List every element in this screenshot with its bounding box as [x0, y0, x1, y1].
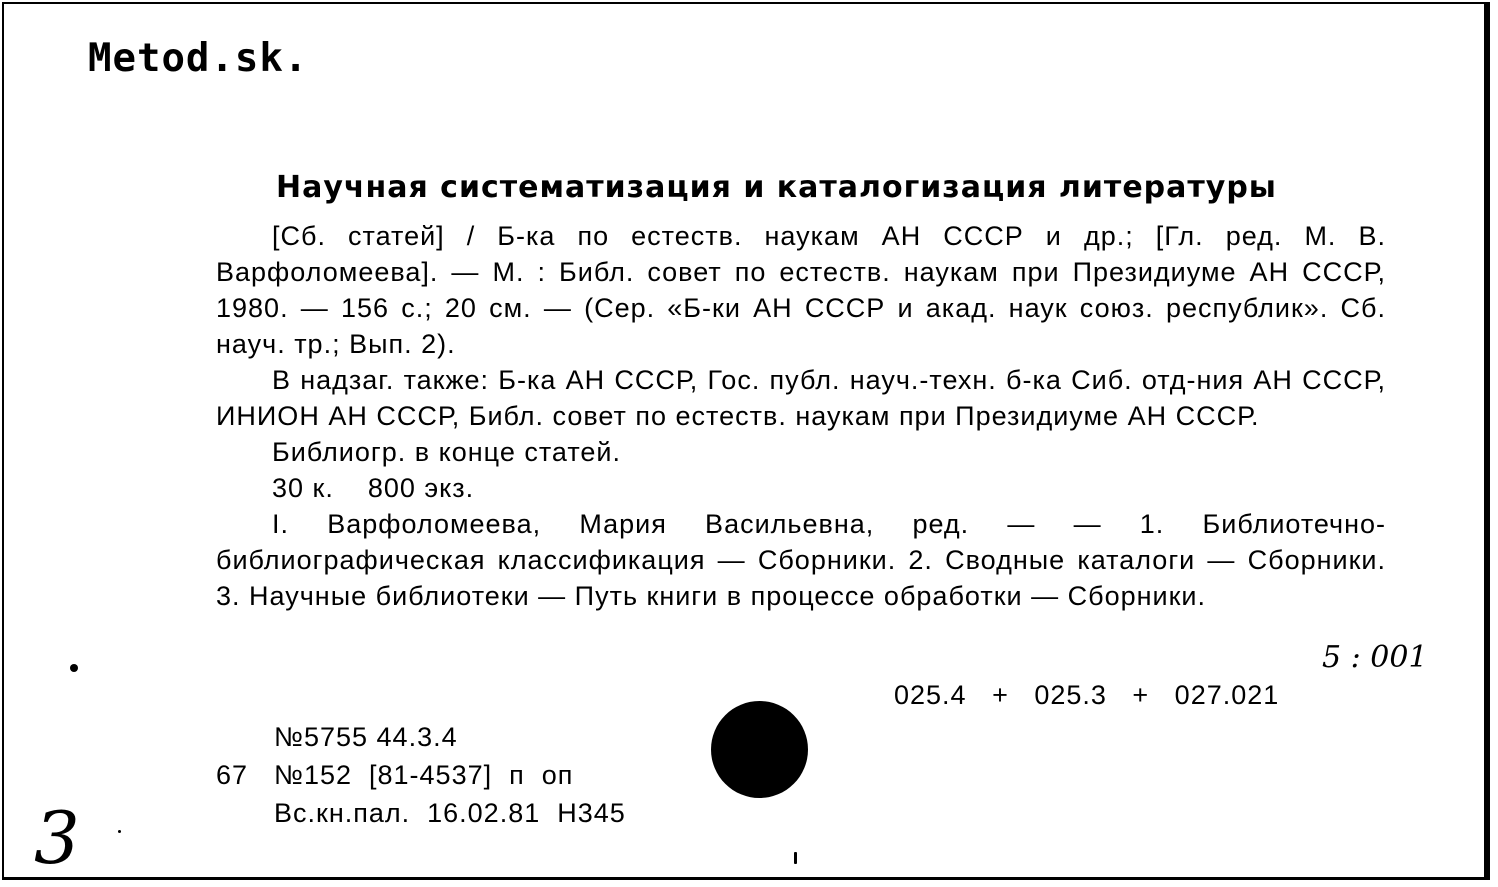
library-stamp: Metod.sk.	[88, 36, 309, 81]
publication-details: [Сб. статей] / Б-ка по естеств. наукам АН СССР и др.; [Гл. ред. М. В. Варфоломеева]. — М. : Библ. совет по естеств. наукам при Президиуме АН СССР, 1980. — 156 с.; 20 см. — (Сер. «Б-ки АН СССР и акад. наук союз. республик». Сб. науч. тр.; Вып. 2).	[216, 221, 1386, 359]
tracings: I. Варфоломеева, Мария Васильевна, ред. — — 1. Библиотечно-библиографическая классификация — Сборники. 2. Сводные каталоги — Сборники. 3. Научные библиотеки — Путь книги в процессе обработки — Сборники.	[216, 509, 1386, 611]
book-title: Научная систематизация и каталогизация литературы	[276, 170, 1277, 205]
ink-speck	[70, 664, 78, 672]
registry-line-3: Вс.кн.пал. 16.02.81 Н345	[274, 798, 626, 828]
punch-hole	[711, 701, 808, 798]
bibliography-note: Библиогр. в конце статей.	[272, 437, 621, 467]
registry-line-1: №5755 44.3.4	[274, 722, 458, 752]
handwritten-udc: 5 : 001	[1322, 640, 1428, 675]
bibliographic-description	[216, 218, 1386, 614]
registry-line-2: №152 [81-4537] п оп	[274, 760, 574, 790]
udc-classification: 025.4 + 025.3 + 027.021	[894, 680, 1280, 710]
ink-speck	[794, 852, 797, 864]
ink-speck	[118, 830, 121, 833]
registry-block	[216, 718, 626, 832]
catalog-card	[2, 2, 1490, 880]
registry-card-number: 67	[216, 760, 249, 790]
price-and-print-run: 30 к. 800 экз.	[272, 473, 475, 503]
header-note: В надзаг. также: Б-ка АН СССР, Гос. публ. науч.-техн. б-ка Сиб. отд-ния АН СССР, ИНИОН АН СССР, Библ. совет по естеств. наукам при Президиуме АН СССР.	[216, 365, 1386, 431]
handwritten-corner-mark: 3	[34, 796, 80, 880]
